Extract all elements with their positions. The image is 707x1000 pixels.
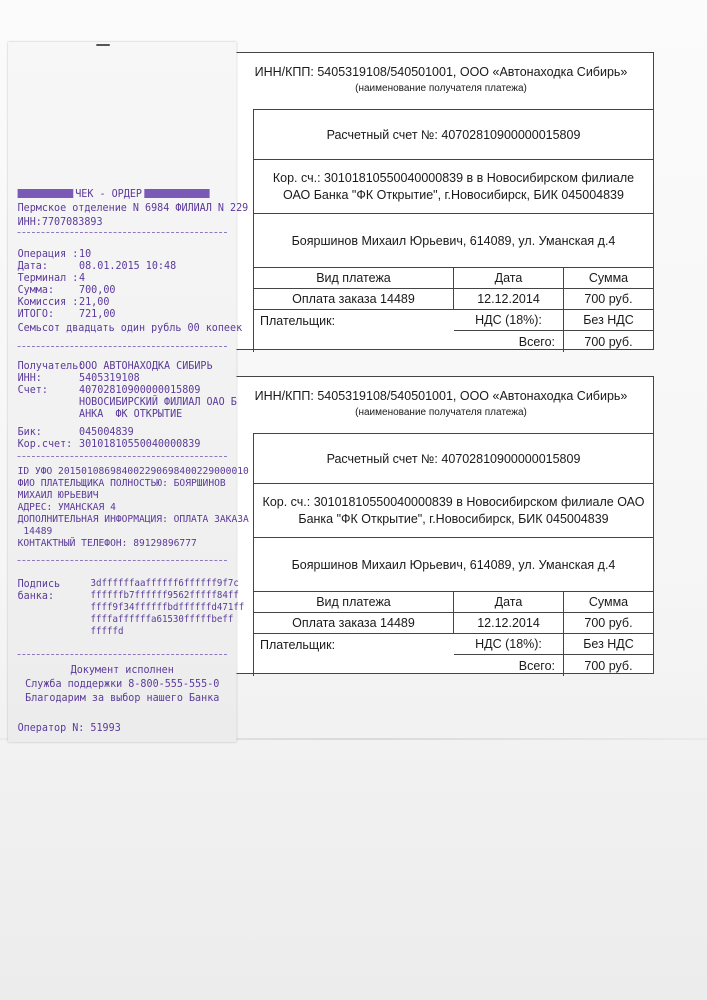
bik-row	[18, 426, 134, 438]
separator	[18, 456, 227, 457]
total-value: 700 руб.	[584, 658, 633, 673]
recipient-inn-value: 5405319108	[79, 372, 140, 384]
extra-info-line-1: ДОПОЛНИТЕЛЬНАЯ ИНФОРМАЦИЯ: ОПЛАТА ЗАКАЗА	[17, 514, 249, 525]
phone-line: КОНТАКТНЫЙ ТЕЛЕФОН: 89129896777	[17, 538, 197, 549]
total-value: 721,00	[79, 308, 116, 320]
date-value: 08.01.2015 10:48	[79, 260, 177, 272]
kor-line-1: Кор. сч.: 30101810550040000839 в Новосибирском филиале ОАО	[262, 494, 645, 509]
operation-label: Операция :	[17, 248, 79, 260]
kor-value: 30101810550040000839	[79, 438, 201, 450]
document-done: Документ исполнен	[70, 664, 174, 676]
payment-sum: 700 руб.	[564, 289, 653, 310]
payment-sum: 700 руб.	[564, 613, 653, 634]
receipt-inn: ИНН:7707083893	[17, 216, 103, 228]
operation-row	[18, 248, 92, 260]
recipient-caption: (наименование получателя платежа)	[355, 407, 527, 418]
total-value: 700 руб.	[584, 334, 633, 349]
fee-row	[18, 296, 110, 308]
terminal-value: 4	[79, 272, 86, 284]
payment-type: Оплата заказа 14489	[254, 613, 454, 634]
col-date-header: Дата	[454, 268, 564, 289]
account-row: Расчетный счет №: 40702810900000015809	[254, 110, 653, 160]
recipient-inn-row	[18, 372, 140, 384]
vat-label: НДС (18%):	[454, 634, 564, 655]
total-row	[18, 308, 116, 320]
spacer	[254, 331, 454, 352]
signature-hash: 3dffffffaaffffff6ffffff9f7c ffffffb7ffffff9562fffff84ff ffff9f34ffffffbdffffffd471ff ffffaffffffa61530fffffbeff fffffd	[90, 578, 245, 637]
thanks-line: Благодарим за выбор нашего Банка	[25, 692, 220, 704]
kor-line-1: Кор. сч.: 30101810550040000839 в в Новосибирском филиале	[272, 170, 635, 185]
receipt-tear-mark	[96, 44, 109, 46]
payment-table	[254, 592, 653, 676]
separator	[18, 232, 227, 233]
extra-info-line-2: 14489	[17, 526, 53, 537]
payment-bill-upper	[228, 52, 654, 350]
receipt-title	[18, 188, 210, 200]
account-value: 40702810900000015809	[79, 384, 201, 396]
separator	[18, 560, 227, 561]
payment-date: 12.12.2014	[454, 613, 564, 634]
bik-label: Бик:	[17, 426, 42, 438]
payment-date: 12.12.2014	[454, 289, 564, 310]
title-bar-left	[18, 189, 74, 198]
account-row: Расчетный счет №: 40702810900000015809	[254, 434, 653, 484]
col-sum-header: Сумма	[564, 268, 653, 289]
col-sum-header: Сумма	[564, 592, 653, 613]
operator-line: Оператор N: 51993	[17, 722, 121, 734]
payment-table	[254, 268, 653, 352]
payer-label: Плательщик:	[260, 637, 336, 652]
recipient-row	[18, 360, 213, 372]
kor-line-2: ОАО Банка "ФК Открытие", г.Новосибирск, БИК 045004839	[283, 187, 624, 202]
receipt-title-text: ЧЕК - ОРДЕР	[75, 188, 142, 200]
support-line: Служба поддержки 8-800-555-555-0	[25, 678, 220, 690]
terminal-label: Терминал :	[17, 272, 79, 284]
kor-line-2: Банка "ФК Открытие", г.Новосибирск, БИК 045004839	[298, 511, 609, 526]
receipt-branch: Пермское отделение N 6984 ФИЛИАЛ N 229	[17, 202, 249, 214]
bill-header	[229, 377, 653, 433]
title-bar-right	[144, 189, 209, 198]
bank-line-2: АНКА ФК ОТКРЫТИЕ	[79, 408, 183, 420]
date-row	[18, 260, 177, 272]
recipient-line: ИНН/КПП: 5405319108/540501001, ООО «Автонаходка Сибирь»	[254, 65, 628, 79]
payer-row: Бояршинов Михаил Юрьевич, 614089, ул. Уманская д.4	[254, 538, 653, 592]
fee-value: 21,00	[79, 296, 110, 308]
total-label: ИТОГО:	[17, 308, 55, 320]
fee-label: Комиссия :	[17, 296, 79, 308]
kor-account-row	[254, 160, 653, 214]
date-label: Дата:	[17, 260, 48, 272]
bank-signature	[17, 578, 245, 638]
sum-row	[18, 284, 116, 296]
separator	[18, 346, 227, 347]
sum-value: 700,00	[79, 284, 116, 296]
fio-line-2: МИХАИЛ ЮРЬЕВИЧ	[17, 490, 99, 501]
address-line: АДРЕС: УМАНСКАЯ 4	[17, 502, 116, 513]
col-type-header: Вид платежа	[254, 592, 454, 613]
terminal-row	[18, 272, 86, 284]
account-label: Счет:	[17, 384, 48, 396]
sum-label: Сумма:	[17, 284, 55, 296]
recipient-label: Получатель:	[17, 360, 85, 372]
col-type-header: Вид платежа	[254, 268, 454, 289]
total-label: Всего:	[454, 331, 564, 352]
recipient-value: ООО АВТОНАХОДКА СИБИРЬ	[79, 360, 213, 372]
id-line: ID УФО 201501086984002290698400229000010	[17, 466, 249, 477]
signature-label: Подпись банка:	[17, 578, 61, 602]
vat-label: НДС (18%):	[454, 310, 564, 331]
total-label: Всего:	[454, 655, 564, 676]
operation-value: 10	[79, 248, 92, 260]
amount-in-words: Семьсот двадцать один рубль 00 копеек	[17, 322, 243, 334]
account-row	[18, 384, 201, 396]
kor-account-row	[254, 484, 653, 538]
kor-row	[18, 438, 201, 450]
payer-label: Плательщик:	[260, 313, 336, 328]
vat-value: Без НДС	[564, 310, 653, 331]
fio-line-1: ФИО ПЛАТЕЛЬЩИКА ПОЛНОСТЬЮ: БОЯРШИНОВ	[17, 478, 226, 489]
spacer	[254, 655, 454, 676]
payment-type: Оплата заказа 14489	[254, 289, 454, 310]
payer-row: Бояршинов Михаил Юрьевич, 614089, ул. Уманская д.4	[254, 214, 653, 268]
bik-value: 045004839	[79, 426, 134, 438]
col-date-header: Дата	[454, 592, 564, 613]
recipient-caption: (наименование получателя платежа)	[355, 83, 527, 94]
recipient-line: ИНН/КПП: 5405319108/540501001, ООО «Автонаходка Сибирь»	[254, 389, 628, 403]
bill-header	[229, 53, 653, 109]
separator	[18, 654, 227, 655]
cash-receipt	[8, 42, 249, 742]
vat-value: Без НДС	[564, 634, 653, 655]
kor-label: Кор.счет:	[17, 438, 73, 450]
bank-line-1: НОВОСИБИРСКИЙ ФИЛИАЛ ОАО Б	[79, 396, 237, 408]
recipient-inn-label: ИНН:	[17, 372, 42, 384]
payment-bill-lower	[228, 376, 654, 674]
